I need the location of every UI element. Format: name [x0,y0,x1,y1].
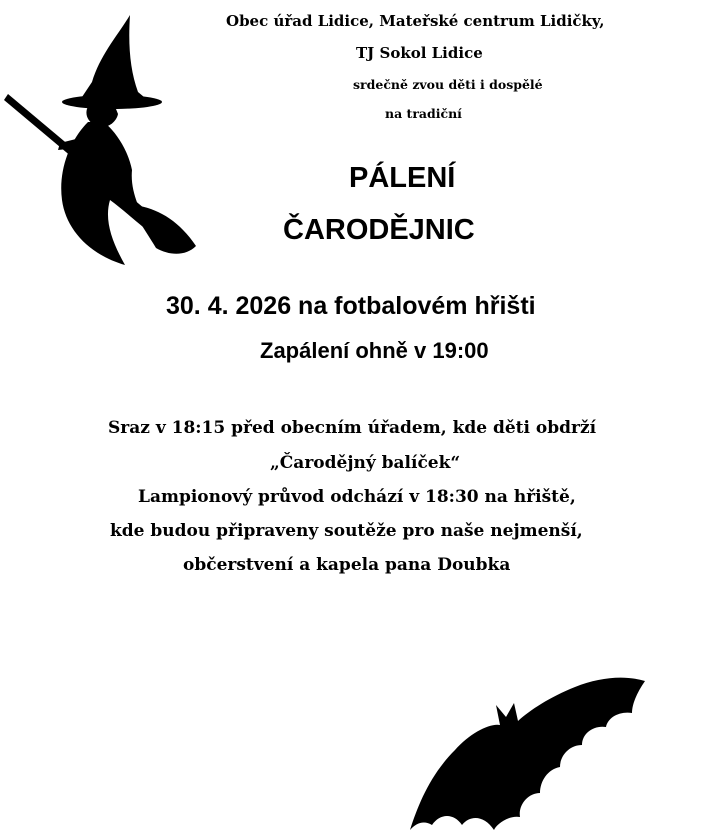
detail-line-3: Lampionový průvod odchází v 18:30 na hřiště, [138,487,576,507]
detail-line-1: Sraz v 18:15 před obecním úřadem, kde děti obdrží [108,418,597,438]
detail-line-4: kde budou připraveny soutěže pro naše nejmenší, [110,521,583,541]
fire-time: Zapálení ohně v 19:00 [260,338,489,363]
event-title-line-1: PÁLENÍ [349,162,456,194]
tradition-line: na tradiční [385,106,462,121]
event-title-line-2: ČARODĚJNIC [283,214,475,246]
witch-icon [0,10,200,265]
organizers-line-1: Obec úřad Lidice, Mateřské centrum Lidičky, [226,12,605,30]
organizers-line-2: TJ Sokol Lidice [356,44,483,62]
invite-line: srdečně zvou děti i dospělé [353,77,543,92]
event-date-place: 30. 4. 2026 na fotbalovém hřišti [166,292,536,320]
bat-icon [400,665,650,830]
detail-line-2: „Čarodějný balíček“ [270,453,461,473]
detail-line-5: občerstvení a kapela pana Doubka [183,555,511,575]
